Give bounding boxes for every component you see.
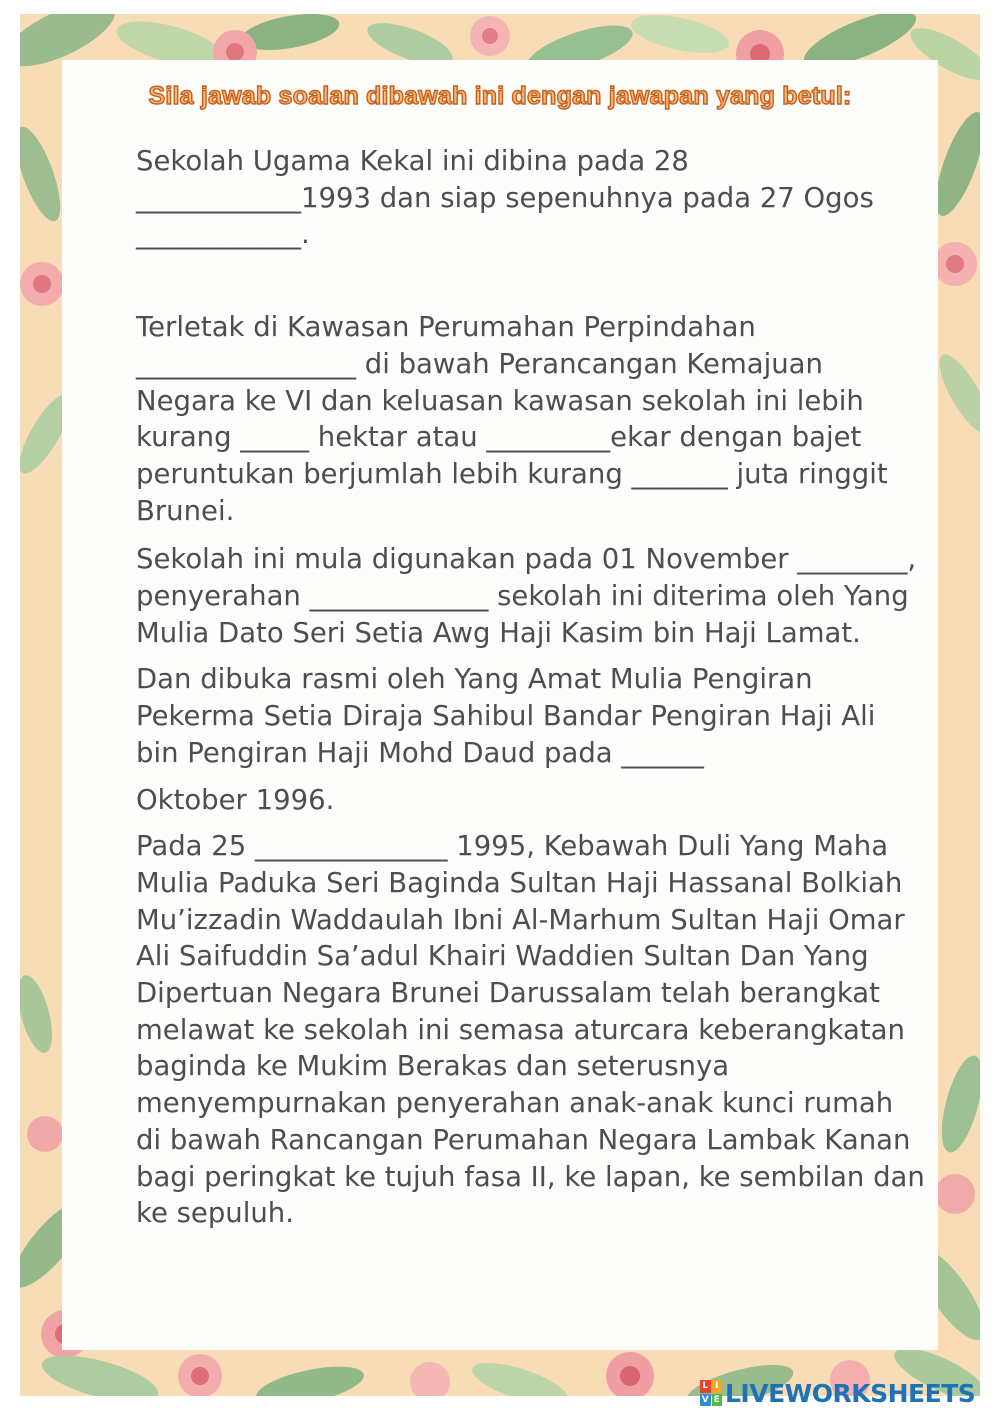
paragraph-4: Dan dibuka rasmi oleh Yang Amat Mulia Pengiran Pekerma Setia Diraja Sahibul Bandar Pengiran Haji Ali bin Pengiran Haji Mohd Daud pada ______ [136, 663, 876, 769]
paragraph-5: Pada 25 ______________ 1995, Kebawah Duli Yang Maha Mulia Paduka Seri Baginda Sultan Haji Hassanal Bolkiah Mu’izzadin Waddaulah Ibni Al-Marhum Sultan Haji Omar Ali Saifuddin Sa’adul Khairi Waddien Sultan Dan Yang Dipertuan Negara Brunei Darussalam telah berangkat melawat ke sekolah ini semasa aturcara keberangkatan baginda ke Mukim Berakas dan seterusnya menyempurnakan penyerahan anak-anak kunci rumah di bawah Rancangan Perumahan Negara Lambak Kanan bagi peringkat ke tujuh fasa II, ke lapan, ke sembilan dan ke sepuluh. [136, 830, 925, 1230]
worksheet-body [136, 143, 926, 1232]
paragraph-1: Sekolah Ugama Kekal ini dibina pada 28 ____________1993 dan siap sepenuhnya pada 27 Ogos ____________. [136, 145, 874, 251]
liveworksheets-brand [700, 1378, 975, 1408]
liveworksheets-logo-icon: L I V E [700, 1380, 722, 1406]
paragraph-3: Sekolah ini mula digunakan pada 01 November ________, penyerahan _____________ sekolah ini diterima oleh Yang Mulia Dato Seri Setia Awg Haji Kasim bin Haji Lamat. [136, 543, 917, 649]
paragraph-4-continued: Oktober 1996. [136, 783, 335, 816]
brand-name: LIVEWORKSHEETS [725, 1378, 976, 1408]
paragraph-2: Terletak di Kawasan Perumahan Perpindahan ________________ di bawah Perancangan Kemajuan Negara ke VI dan keluasan kawasan sekolah ini lebih kurang _____ hektar atau _________ekar dengan bajet peruntukan berjumlah lebih kurang _______ juta ringgit Brunei. [136, 311, 888, 527]
worksheet-heading: Sila jawab soalan dibawah ini dengan jawapan yang betul: [148, 82, 852, 110]
